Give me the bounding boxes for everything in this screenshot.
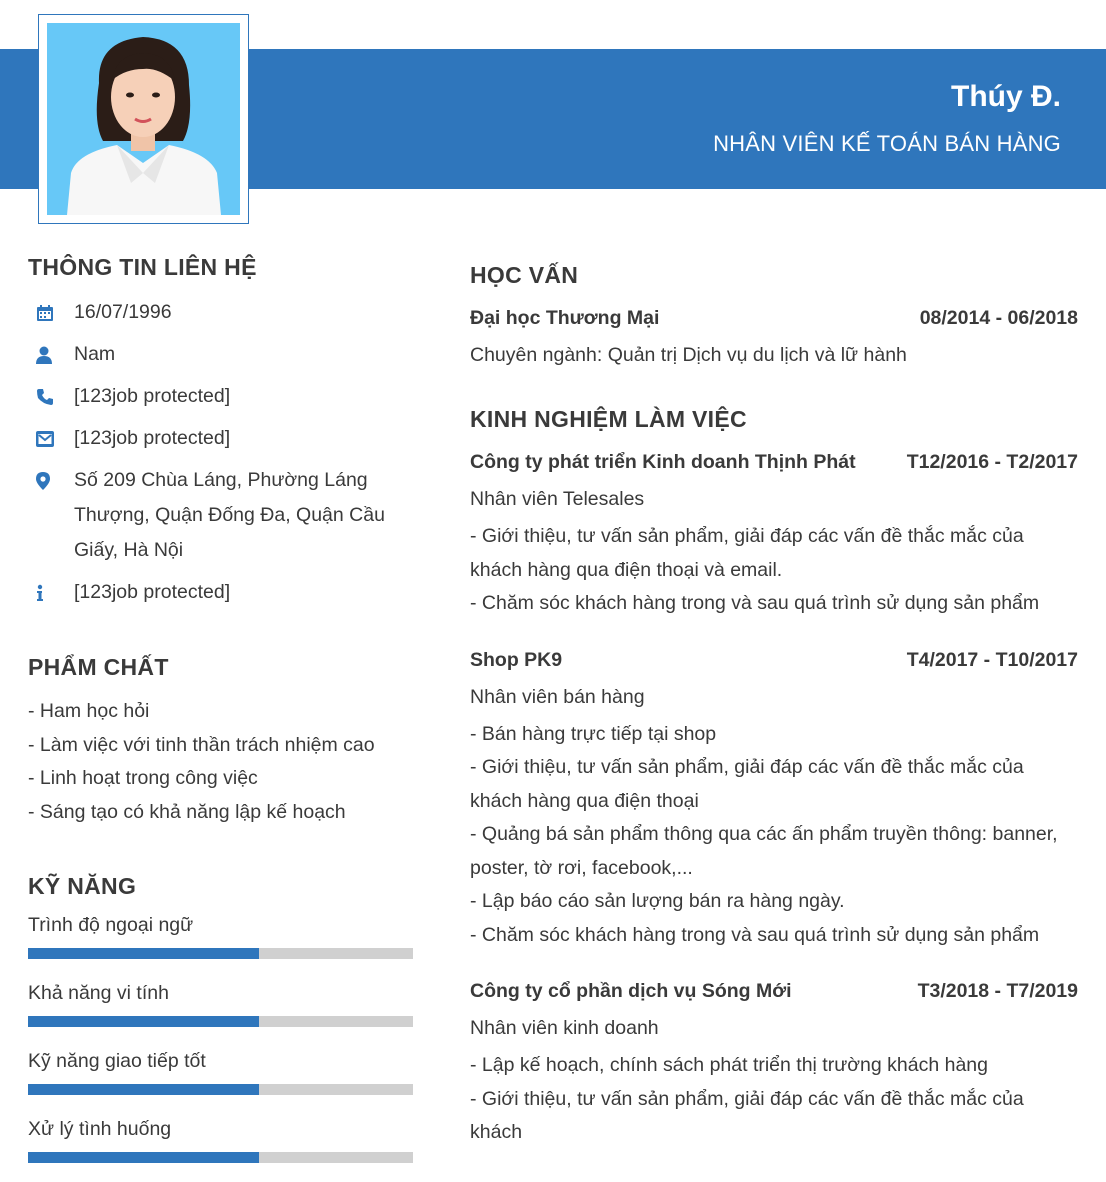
contact-phone: [123job protected]: [74, 385, 231, 407]
profile-photo: [47, 23, 240, 215]
experience-company: Công ty phát triển Kinh doanh Thịnh Phát: [470, 451, 856, 473]
profile-photo-frame: [38, 14, 249, 224]
education-title: HỌC VẤN: [470, 262, 579, 288]
skill-item: [28, 1114, 423, 1163]
skill-name: Trình độ ngoại ngữ: [28, 914, 194, 936]
experience-company: Công ty cổ phần dịch vụ Sóng Mới: [470, 980, 792, 1002]
contact-item-address: [28, 463, 423, 568]
user-icon: [28, 337, 74, 372]
phone-icon: [28, 379, 74, 414]
experience-head: [470, 645, 1078, 675]
experience-description: [470, 1049, 1078, 1150]
quality-item: - Làm việc với tinh thần trách nhiệm cao: [28, 733, 375, 756]
contact-item-birthday: [28, 295, 423, 330]
quality-item: - Ham học hỏi: [28, 700, 150, 722]
experience-description: [470, 520, 1078, 621]
map-marker-icon: [28, 463, 74, 498]
experience-description: [470, 718, 1078, 953]
right-column: [470, 262, 1078, 1150]
left-column: [28, 254, 423, 1182]
education-major: Chuyên ngành: Quản trị Dịch vụ du lịch và lữ hành: [470, 344, 907, 366]
skill-bar: [28, 1084, 413, 1095]
contact-item-gender: [28, 337, 423, 372]
skill-item: [28, 910, 423, 959]
experience-desc-line: - Quảng bá sản phẩm thông qua các ấn phẩm truyền thông: banner, poster, tờ rơi, facebook,...: [470, 823, 1058, 879]
education-school: Đại học Thương Mại: [470, 307, 660, 329]
qualities-list: [28, 695, 423, 829]
experience-head: [470, 976, 1078, 1006]
education-head: [470, 303, 1078, 333]
skill-name: Khả năng vi tính: [28, 982, 169, 1004]
qualities-title: PHẨM CHẤT: [28, 654, 169, 680]
skill-item: [28, 1046, 423, 1095]
skill-item: [28, 978, 423, 1027]
experience-entry: [470, 976, 1078, 1150]
candidate-position: NHÂN VIÊN KẾ TOÁN BÁN HÀNG: [713, 131, 1061, 156]
calendar-icon: [28, 295, 74, 330]
experience-role: Nhân viên Telesales: [470, 488, 645, 510]
contact-list: [28, 295, 423, 610]
experience-desc-line: - Chăm sóc khách hàng trong và sau quá trình sử dụng sản phẩm: [470, 592, 1040, 614]
contact-item-email: [28, 421, 423, 456]
skill-fill: [28, 1016, 259, 1027]
experience-company: Shop PK9: [470, 648, 563, 671]
contact-title: THÔNG TIN LIÊN HỆ: [28, 254, 257, 280]
experience-entry: [470, 645, 1078, 953]
contact-item-info: [28, 575, 423, 610]
skill-fill: [28, 1152, 259, 1163]
contact-info: [123job protected]: [74, 581, 231, 603]
experience-desc-line: - Lập báo cáo sản lượng bán ra hàng ngày.: [470, 890, 845, 912]
experience-head: [470, 447, 1078, 477]
experience-desc-line: - Chăm sóc khách hàng trong và sau quá trình sử dụng sản phẩm: [470, 923, 1040, 946]
quality-item: - Sáng tạo có khả năng lập kế hoạch: [28, 800, 346, 823]
skill-bar: [28, 948, 413, 959]
contact-birthday: 16/07/1996: [74, 301, 172, 323]
experience-period: T3/2018 - T7/2019: [917, 980, 1078, 1002]
experience-period: T12/2016 - T2/2017: [906, 451, 1078, 473]
education-entry: [470, 303, 1078, 370]
experience-role: Nhân viên kinh doanh: [470, 1017, 659, 1039]
experience-period: T4/2017 - T10/2017: [906, 648, 1078, 671]
skill-fill: [28, 948, 259, 959]
experience-role: Nhân viên bán hàng: [470, 685, 645, 708]
envelope-icon: [28, 421, 74, 456]
experience-entry: [470, 447, 1078, 621]
experience-desc-line: - Lập kế hoạch, chính sách phát triển thị trường khách hàng: [470, 1054, 988, 1076]
skill-name: Kỹ năng giao tiếp tốt: [28, 1050, 206, 1072]
skill-name: Xử lý tình huống: [28, 1118, 172, 1140]
experience-title: KINH NGHIỆM LÀM VIỆC: [470, 406, 747, 432]
contact-item-phone: [28, 379, 423, 414]
skills-list: [28, 910, 423, 1163]
experience-desc-line: - Giới thiệu, tư vấn sản phẩm, giải đáp các vấn đề thắc mắc của khách: [470, 1087, 1024, 1143]
contact-email: [123job protected]: [74, 427, 231, 449]
skill-fill: [28, 1084, 259, 1095]
skill-bar: [28, 1152, 413, 1163]
skills-title: KỸ NĂNG: [28, 873, 137, 899]
skill-bar: [28, 1016, 413, 1027]
experience-desc-line: - Bán hàng trực tiếp tại shop: [470, 722, 717, 745]
experience-desc-line: - Giới thiệu, tư vấn sản phẩm, giải đáp các vấn đề thắc mắc của khách hàng qua điện thoại: [470, 756, 1024, 812]
contact-address: Số 209 Chùa Láng, Phường Láng Thượng, Quận Đống Đa, Quận Cầu Giấy, Hà Nội: [74, 469, 385, 561]
candidate-name: Thúy Đ.: [951, 80, 1061, 113]
info-icon: [28, 575, 74, 610]
education-period: 08/2014 - 06/2018: [919, 307, 1078, 329]
contact-gender: Nam: [74, 343, 116, 365]
experience-desc-line: - Giới thiệu, tư vấn sản phẩm, giải đáp các vấn đề thắc mắc của khách hàng qua điện thoại và email.: [470, 525, 1024, 581]
quality-item: - Linh hoạt trong công việc: [28, 767, 258, 789]
